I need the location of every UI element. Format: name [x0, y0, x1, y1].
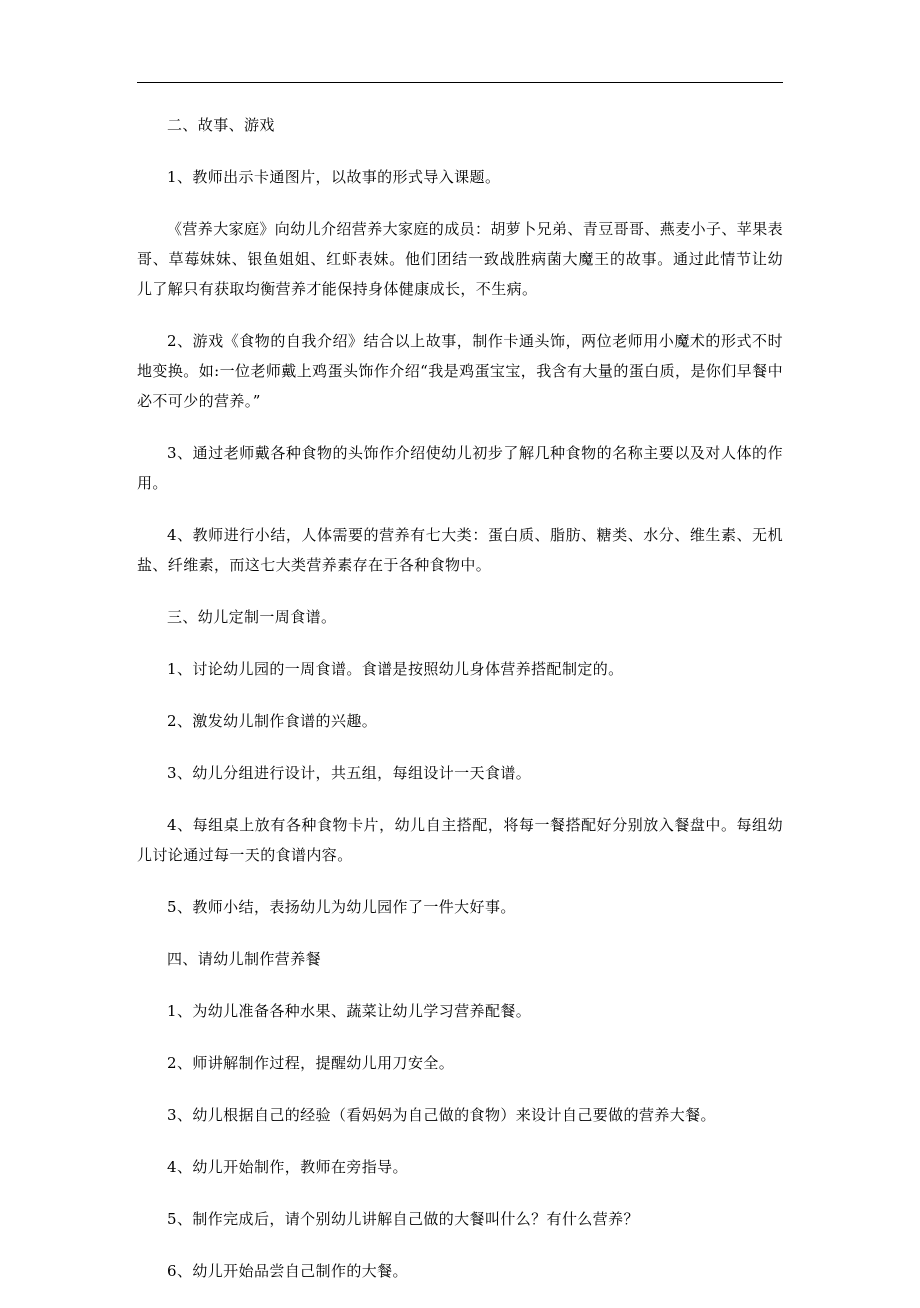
section-heading-weekly-menu: 三、幼儿定制一周食谱。	[167, 608, 337, 626]
paragraph: 1、为幼儿准备各种水果、蔬菜让幼儿学习营养配餐。	[167, 1002, 532, 1020]
paragraph: 2、游戏《食物的自我介绍》结合以上故事，制作卡通头饰，两位老师用小魔术的形式不时地变换。如:一位老师戴上鸡蛋头饰作介绍“我是鸡蛋宝宝，我含有大量的蛋白质，是你们早餐中必不可少的营养。”	[137, 332, 783, 410]
paragraph: 4、教师进行小结，人体需要的营养有七大类：蛋白质、脂肪、糖类、水分、维生素、无机盐、纤维素，而这七大类营养素存在于各种食物中。	[137, 526, 783, 574]
section-heading-story-game: 二、故事、游戏	[167, 116, 275, 134]
paragraph: 2、激发幼儿制作食谱的兴趣。	[167, 712, 378, 730]
section-heading-nutrition-meal: 四、请幼儿制作营养餐	[167, 950, 322, 968]
paragraph: 5、教师小结，表扬幼儿为幼儿园作了一件大好事。	[167, 898, 516, 916]
paragraph: 4、每组桌上放有各种食物卡片，幼儿自主搭配，将每一餐搭配好分别放入餐盘中。每组幼儿讨论通过每一天的食谱内容。	[137, 816, 783, 864]
paragraph: 1、教师出示卡通图片，以故事的形式导入课题。	[167, 168, 501, 186]
paragraph: 4、幼儿开始制作，教师在旁指导。	[167, 1158, 408, 1176]
paragraph: 2、师讲解制作过程，提醒幼儿用刀安全。	[167, 1054, 455, 1072]
paragraph: 《营养大家庭》向幼儿介绍营养大家庭的成员：胡萝卜兄弟、青豆哥哥、燕麦小子、苹果表哥、草莓妹妹、银鱼姐姐、红虾表妹。他们团结一致战胜病菌大魔王的故事。通过此情节让幼儿了解只有获取均衡营养才能保持身体健康成长，不生病。	[137, 220, 784, 298]
paragraph: 5、制作完成后，请个别幼儿讲解自己做的大餐叫什么？有什么营养？	[167, 1210, 639, 1228]
paragraph: 6、幼儿开始品尝自己制作的大餐。	[167, 1262, 408, 1280]
paragraph: 1、讨论幼儿园的一周食谱。食谱是按照幼儿身体营养搭配制定的。	[167, 660, 624, 678]
header-rule	[137, 82, 783, 83]
paragraph: 3、幼儿分组进行设计，共五组，每组设计一天食谱。	[167, 764, 532, 782]
paragraph: 3、幼儿根据自己的经验（看妈妈为自己做的食物）来设计自己要做的营养大餐。	[167, 1106, 716, 1124]
paragraph: 3、通过老师戴各种食物的头饰作介绍使幼儿初步了解几种食物的名称主要以及对人体的作用。	[137, 444, 783, 492]
document-body	[137, 110, 783, 1308]
